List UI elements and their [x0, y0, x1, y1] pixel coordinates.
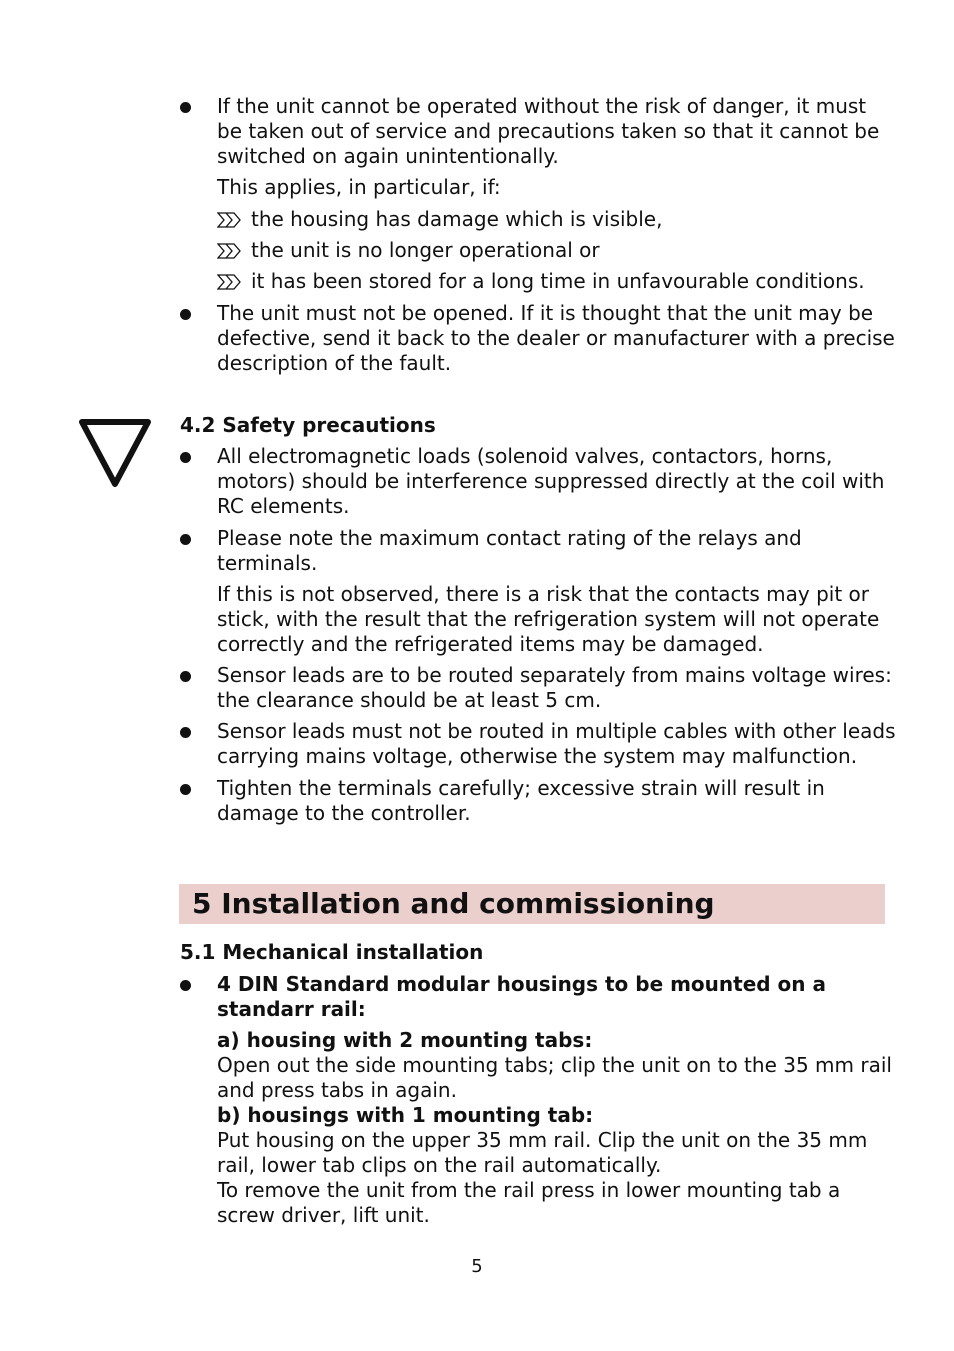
condition-text: the unit is no longer operational or	[251, 238, 600, 262]
paragraph-line: All electromagnetic loads (solenoid valves, contactors, horns,	[217, 444, 833, 468]
paragraph-line: 4 DIN Standard modular housings to be mounted on a	[217, 972, 826, 996]
bullet	[180, 727, 191, 738]
paragraph-line: screw driver, lift unit.	[217, 1203, 430, 1227]
paragraph-line: Put housing on the upper 35 mm rail. Clip the unit on the 35 mm	[217, 1128, 868, 1152]
paragraph-line: Sensor leads are to be routed separately from mains voltage wires:	[217, 663, 892, 687]
bullet	[180, 309, 191, 320]
paragraph-line: carrying mains voltage, otherwise the system may malfunction.	[217, 744, 858, 768]
paragraph-line: The unit must not be opened. If it is thought that the unit may be	[217, 301, 874, 325]
condition-item	[217, 207, 662, 232]
condition-text: it has been stored for a long time in unfavourable conditions.	[251, 269, 865, 293]
bullet	[180, 671, 191, 682]
arrow-icon	[217, 211, 241, 229]
paragraph-line: standarr rail:	[217, 997, 366, 1021]
paragraph-line: damage to the controller.	[217, 801, 471, 825]
paragraph-line: Please note the maximum contact rating of the relays and	[217, 526, 802, 550]
bullet	[180, 980, 191, 991]
paragraph-line: RC elements.	[217, 494, 350, 518]
paragraph-line: and press tabs in again.	[217, 1078, 457, 1102]
condition-text: the housing has damage which is visible,	[251, 207, 663, 231]
paragraph-line: rail, lower tab clips on the rail automatically.	[217, 1153, 662, 1177]
paragraph-line: switched on again unintentionally.	[217, 144, 559, 168]
option-heading: b) housings with 1 mounting tab:	[217, 1103, 594, 1127]
condition-item	[217, 269, 865, 294]
paragraph-line: Sensor leads must not be routed in multiple cables with other leads	[217, 719, 896, 743]
paragraph-line: If this is not observed, there is a risk that the contacts may pit or	[217, 582, 869, 606]
paragraph-line: stick, with the result that the refrigeration system will not operate	[217, 607, 880, 631]
bullet	[180, 452, 191, 463]
bullet	[180, 784, 191, 795]
bullet	[180, 534, 191, 545]
condition-item	[217, 238, 600, 263]
paragraph-line: motors) should be interference suppressed directly at the coil with	[217, 469, 885, 493]
paragraph-line: be taken out of service and precautions taken so that it cannot be	[217, 119, 880, 143]
paragraph-line: defective, send it back to the dealer or manufacturer with a precise	[217, 326, 895, 350]
arrow-icon	[217, 273, 241, 291]
paragraph-line: Open out the side mounting tabs; clip the unit on to the 35 mm rail	[217, 1053, 892, 1077]
arrow-icon	[217, 242, 241, 260]
paragraph-line: terminals.	[217, 551, 318, 575]
warning-triangle-icon	[76, 418, 154, 490]
paragraph-line: To remove the unit from the rail press in lower mounting tab a	[217, 1178, 841, 1202]
paragraph-line: description of the fault.	[217, 351, 452, 375]
section-title: 5 Installation and commissioning	[192, 887, 715, 920]
page-number: 5	[471, 1256, 483, 1277]
section-heading: 4.2 Safety precautions	[180, 413, 436, 437]
subsection-heading: 5.1 Mechanical installation	[180, 940, 484, 964]
paragraph-line: the clearance should be at least 5 cm.	[217, 688, 602, 712]
option-heading: a) housing with 2 mounting tabs:	[217, 1028, 593, 1052]
paragraph-line: If the unit cannot be operated without the risk of danger, it must	[217, 94, 867, 118]
paragraph-line: correctly and the refrigerated items may be damaged.	[217, 632, 764, 656]
paragraph-line: Tighten the terminals carefully; excessive strain will result in	[217, 776, 825, 800]
bullet	[180, 102, 191, 113]
paragraph-line: This applies, in particular, if:	[217, 175, 501, 199]
